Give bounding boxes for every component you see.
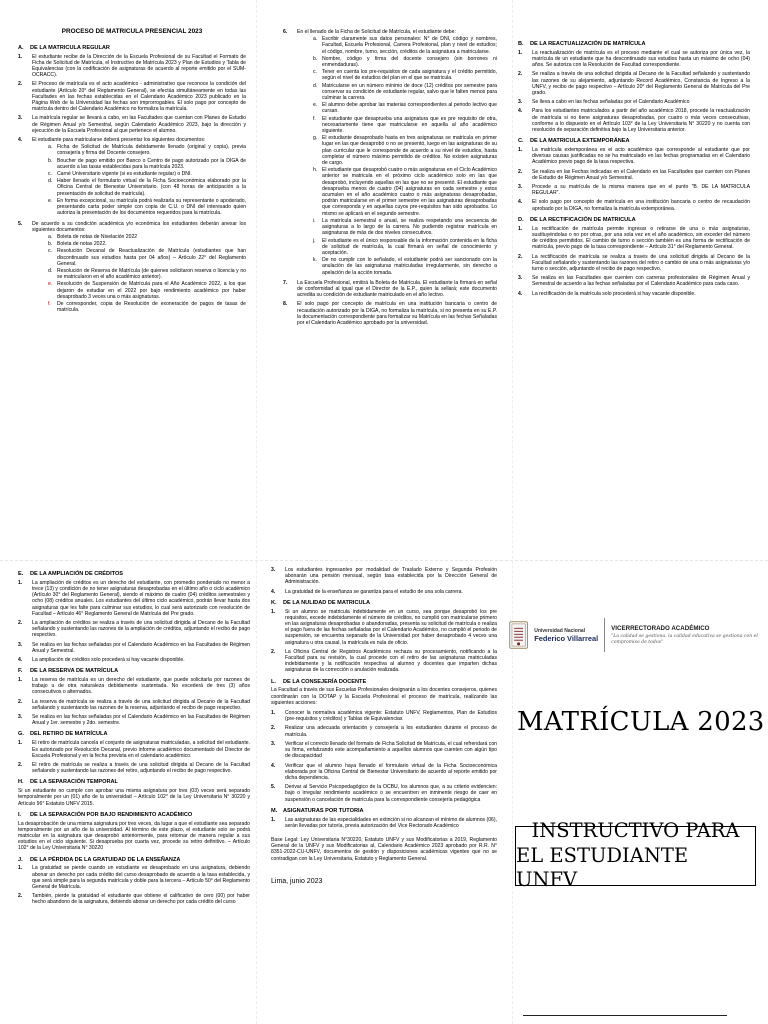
section-heading: M. ASIGNATURAS POR TUTORIA bbox=[271, 807, 364, 814]
item-number: 2. bbox=[18, 620, 23, 627]
sub-item-text: Tener en cuenta los pre-requisitos de cada asignatura y el crédito permitido, según el nivel de estudios del plan en el que se matricula. bbox=[322, 69, 497, 82]
header-logos bbox=[509, 612, 759, 658]
item-text: La ampliación de créditos solo procederá si hay vacante disponible. bbox=[32, 657, 185, 664]
sub-item-text: Carné Universitario vigente (si es estudiante regular) o DNI. bbox=[57, 171, 192, 178]
item-text: Se realiza en las Facultades que cuenten con carreras profesionales de Régimen Anual y Semestral de acuerdo a las fechas señaladas por el Calendario Académico para cada caso. bbox=[532, 275, 750, 288]
item-number: 6. bbox=[283, 29, 288, 35]
list-item bbox=[518, 254, 750, 273]
list-item bbox=[271, 649, 497, 674]
item-text: Se realiza en las Fechas indicadas en el Calendario en las Facultades que cuenten con Planes de Estudio de Régimen Anual y/o Semestral. bbox=[532, 168, 750, 181]
sub-item-text: De no cumplir con lo señalado, el estudiante podrá ser sancionado con la anulación de las asignaturas matriculadas irregularmente, sin derecho a apelación de la acción tomada. bbox=[322, 257, 497, 276]
panel-ampliacion bbox=[18, 566, 250, 1022]
list-item bbox=[18, 714, 250, 726]
university-name: Federico Villarreal bbox=[534, 633, 599, 643]
item-number: 3. bbox=[18, 641, 23, 648]
item-number: 1. bbox=[271, 608, 276, 615]
sub-item-text: Nombre, código y firma del docente consejero (sin borrones ni enmendaduras). bbox=[322, 55, 497, 69]
sub-item-text: El estudiante que desaprobó cuatro o más asignaturas en el Ciclo Académico anterior se matricula en el próximo ciclo académico solo en las que desaprobó, incluyendo aquellas en las que no se presentó. El estudiante que desaprueba menos de cuatro (04) asignaturas en cada semestre y estos acumulen en el año académico cuatro o más asignaturas desaprobadas, podrán matricularse en el primer semestre en las asignaturas desaprobadas que corresponda y en aquellas cuyos pre-requisitos han sido aprobados. Lo mismo se aplicará en el segundo semestre. bbox=[322, 167, 497, 217]
section-heading: G. DEL RETIRO DE MATRÍCULA bbox=[18, 731, 108, 738]
sub-item bbox=[48, 178, 246, 197]
item-number: 3. bbox=[518, 99, 523, 106]
item-text: La ampliación de créditos es un derecho del estudiante, con promedio ponderado no menor a trece (13) y condición de no tener asignaturas desaprobadas en el último año o ciclo académico (Artículo 30° del Reglamento General), siendo el máximo de cuatro (04) créditos semestrales y ocho (08) créditos anuales. Los estudiantes del último ciclo académico, podrán llevar hasta dos asignaturas que les falte para culminar sus estudios, lo cual será autorizado con resolución de Facultad – Artículo 46° Reglamento General de Matrícula del Pre grado. bbox=[32, 579, 250, 617]
list-item bbox=[18, 865, 250, 890]
item-number: 2. bbox=[518, 253, 523, 260]
sub-item-text: Haber llenado el formulario virtual de la Ficha Socioeconómica elaborado por la Oficina Central de Bienestar Universitario. (con 48 horas de anticipación a la presentación de solicitud de matrícula). bbox=[57, 178, 246, 197]
sub-item-letter: f. bbox=[313, 115, 316, 122]
sub-item-letter: b. bbox=[313, 55, 318, 62]
item-text: Conocer la normativa académica vigente: Estatuto UNFV, Reglamentos, Plan de Estudios (pre-requisitos y créditos) y Tablas de Equivalencias bbox=[285, 710, 497, 723]
university-crest-icon bbox=[509, 616, 528, 654]
sub-item-letter: h. bbox=[313, 167, 318, 174]
section-heading: B. DE LA REACTUALIZACIÓN DE MATRÍCULA bbox=[518, 41, 646, 47]
sub-item-text: Ficha de Solicitud de Matrícula debidamente llenado (original y copia), previa consejería y firma del Docente consejero. bbox=[57, 144, 246, 157]
item-number: 5. bbox=[18, 220, 23, 227]
sub-item bbox=[313, 218, 497, 237]
sub-item-letter: a. bbox=[48, 144, 53, 151]
section-items bbox=[518, 147, 750, 212]
list-item bbox=[518, 226, 750, 251]
section-items bbox=[283, 29, 497, 326]
list-item bbox=[18, 81, 246, 112]
item-number: 4. bbox=[271, 588, 276, 595]
section-heading: L. DE LA CONSEJERÍA DOCENTE bbox=[271, 678, 367, 685]
list-item bbox=[18, 699, 250, 711]
item-text: El solo pago por concepto de matrícula en una institución bancaria o centro de recaudación aprobado por la DIGA, no formaliza la matrícula extemporánea. bbox=[532, 199, 750, 212]
list-item bbox=[271, 817, 497, 829]
list-item bbox=[518, 50, 750, 69]
list-item bbox=[18, 54, 246, 79]
sub-item bbox=[48, 281, 246, 300]
sub-item-text: Boleta de notas de Nivelación 2022 bbox=[57, 233, 138, 240]
item-number: 3. bbox=[518, 184, 523, 191]
list-item bbox=[18, 115, 246, 134]
item-number: 2. bbox=[18, 761, 23, 768]
sub-item bbox=[313, 116, 497, 135]
sub-item-text: Boucher de pago emitido por Banco o Centro de pago autorizado por la DIGA de acuerdo a las tasas establecidas para la matrícula 2023. bbox=[57, 157, 246, 170]
section-heading: I. DE LA SEPARACIÓN POR BAJO RENDIMIENTO ACADÉMICO bbox=[18, 811, 193, 818]
section-heading: C. DE LA MATRICULA EXTEMPORÁNEA bbox=[518, 138, 630, 145]
sub-item-letter: c. bbox=[48, 171, 52, 178]
item-number: 4. bbox=[518, 290, 523, 297]
section-paragraph: La Facultad a través de sus Escuelas Profesionales designarán a los docentes consejeros, quienes coordinarán con la DOTAP y la Escuela Profesional el proceso de matrícula, realizando las siguientes acciones: bbox=[271, 687, 497, 706]
sub-item-text: Matricularse en un número mínimo de doce (12) créditos por semestre para conservar su condición de estudiante regular, salvo que le falten menos para culminar la carrera. bbox=[322, 82, 497, 102]
item-text: En el llenado de la Ficha de Solicitud de Matrícula, el estudiante debe: a. Escribir claramente sus datos personales: N° de DNI, código y nombres, Facultad, Escuela Profesional, Carrera Profesional, plan y nivel de estudios; el código, nombre, turno, sección, créditos de la asignatura a matricularse. b. Nombre, código y firma del docente consejero (sin borrones ni enmendaduras). c. Tener en cuenta los pre-requisitos de cada asignatura y el crédito permitido, según el nivel de estudios del plan en el que se matricula. d. Matricularse en un número mínimo de doce (12) créditos por semestre para conservar su condición de estudiante regular, salvo que le falten menos para culminar la carrera. e. El alumno debe aprobar las materias correspondientes al periodo lectivo que cursan. f. El estudiante que desaprueba una asignatura que es pre requisito de otra, necesariamente tiene que matricularse en aquella al año académico siguiente. g. El estudiante desaprobado hasta en tres asignaturas se matricula en primer lugar en las que desaprobó o no se presentó, luego en las asignaturas de su plan curricular que le corresponde de acuerdo a su nivel de estudios, hasta completar el número máximo permitido de créditos. No existen asignaturas de cargo. h. El estudiante que desaprobó cuatro o más asignaturas en el Ciclo Académico anterior se matricula en el próximo ciclo académico solo en las que desaprobó, incluyendo aquellas en las que no se presentó. El estudiante que desaprueba menos de cuatro (04) asignaturas en cada semestre y estos acumulen en el año académico cuatro o más asignaturas desaprobadas, podrán matricularse en el primer semestre en las asignaturas desaprobadas que corresponda y en aquellas cuyos pre-requisitos han sido aprobados. Lo mismo se aplicará en el segundo semestre. i. La matrícula semestral o anual, se realiza respetando una secuencia de asignaturas a lo largo de la carrera. No pudiendo registrar matrícula en asignaturas de más de dos niveles consecutivos. j. El estudiante es el único responsable de la información contenida en la ficha de solicitud de matrícula, la cual firmará en señal de conocimiento y aceptación. k. De no cumplir con lo señalado, el estudiante podrá ser sancionado con la anulación de las asignaturas matriculadas irregularmente, sin derecho a apelación de la acción tomada. bbox=[297, 29, 497, 276]
section-items bbox=[18, 740, 250, 774]
sub-item-text: Resolución Decanal de Reactualización de Matrícula (estudiantes que han discontinuado sus estudios hasta por 04 años) – Artículo 22° del Reglamento General. bbox=[57, 248, 246, 267]
item-text: Verificar que el alumno haya llenado el formulario virtual de la Ficha Socioeconómica elaborada por la Oficina Central de Bienestar Universitario de acuerdo al reporte emitido por dicha dependencia. bbox=[285, 762, 497, 781]
item-text: Realizar una adecuada orientación y consejería a los estudiantes durante el proceso de matrícula. bbox=[285, 725, 497, 738]
item-number: 1. bbox=[18, 677, 23, 684]
item-text: La reserva de matrícula se realiza a través de una solicitud dirigida al Decano de la Facultad señalando y sustentando las razones de la reserva, adjuntando el recibo de pago respectivo. bbox=[32, 698, 250, 711]
sub-item-text: Resolución de Reserva de Matrícula (de quienes solicitaron reserva o licencia y no se matricularon en el año académico anterior). bbox=[57, 267, 246, 281]
list-item bbox=[518, 184, 750, 196]
section-heading: J. DE LA PÉRDIDA DE LA GRATUIDAD DE LA ENSEÑANZA bbox=[18, 856, 181, 863]
section-items bbox=[18, 865, 250, 905]
section-items bbox=[271, 567, 497, 595]
sub-item bbox=[48, 248, 246, 267]
section-items bbox=[18, 677, 250, 726]
section-paragraph: La desaprobación de una misma asignatura por tres veces, da lugar a que el estudiante sea separado temporalmente por un año de la universidad. Al término de este plazo, el estudiante solo se podrá matricular en la asignatura que desaprobó anteriormente, para retornar de manera regular a sus estudios en el ciclo siguiente. Si desaprueba por cuarta vez, procede su retiro definitivo. – Artículo 102° de la Ley Universitaria N° 30220 bbox=[18, 820, 250, 852]
sub-item-letter: d. bbox=[48, 267, 53, 274]
section-items bbox=[271, 609, 497, 674]
sub-item-letter: e. bbox=[48, 197, 53, 204]
fold-line bbox=[0, 560, 768, 561]
sub-item bbox=[313, 167, 497, 217]
item-text: La ampliación de créditos se realiza a través de una solicitud dirigida al Decano de la Facultad señalando y sustentando las razones de la ampliación de créditos, adjuntando el recibo de pago respectivo. bbox=[32, 620, 250, 639]
item-text: De acuerdo a su condición académica y/o económica los estudiantes deberán anexar los siguientes documentos: a. Boleta de notas de Nivelación 2022 b. Boleta de notas 2022. c. Resolución Decanal de Reactualización de Matrícula (estudiantes que han discontinuado sus estudios hasta por 04 años) – Artículo 22° del Reglamento General. d. Resolución de Reserva de Matrícula (de quienes solicitaron reserva o licencia y no se matricularon en el año académico anterior). e. Resolución de Suspensión de Matrícula para el Año Académico 2022, a los que dejaron de estudiar en el 2022 por bajo rendimiento académico por haber desaprobado 3 veces una o más asignaturas. f. De corresponder, copia de Resolución de exoneración de pagos de tasas de matrícula. bbox=[32, 220, 246, 314]
list-item bbox=[518, 291, 750, 297]
sub-item-letter: b. bbox=[48, 157, 53, 164]
item-text: La rectificación de la matrícula solo procederá si hay vacante disponible. bbox=[532, 290, 696, 297]
item-number: 1. bbox=[518, 49, 523, 56]
list-item bbox=[18, 221, 246, 315]
sub-item-text: El estudiante es el único responsable de la información contenida en la ficha de solicitud de matrícula, la cual firmará en señal de conocimiento y aceptación. bbox=[322, 237, 497, 256]
item-text: La matrícula extemporánea es el acto académico que corresponde al estudiante que por diversas causas justificadas no se ha matriculado en las fechas programadas en el Calendario Académico previo pago de la tasa respectiva. bbox=[532, 147, 750, 166]
list-item bbox=[18, 137, 246, 217]
sub-item bbox=[313, 56, 497, 68]
item-text: La matrícula regular se llevará a cabo, en las Facultades que cuentan con Planes de Estudio de Régimen Anual y/o Semestral, según Calendario Académico 2023, bajo la dirección y ejecución de la Escuela Profesional al que pertenece el alumno. bbox=[32, 115, 246, 134]
item-text: El estudiante para matricularse deberá presentar los siguientes documentos: a. Ficha de Solicitud de Matrícula debidamente llenado (original y copia), previa consejería y firma del Docente consejero. b. Boucher de pago emitido por Banco o Centro de pago autorizado por la DIGA de acuerdo a las tasas establecidas para la matrícula 2023. c. Carné Universitario vigente (si es estudiante regular) o DNI. d. Haber llenado el formulario virtual de la Ficha Socioeconómica elaborado por la Oficina Central de Bienestar Universitario. (con 48 horas de anticipación a la presentación de solicitud de matrícula). e. En forma excepcional, su matrícula podrá realizarla su representante o apoderado, presentando carta poder simple con copia de C.U. o DNI del interesado quien autoriza la presentación de los documentos requeridos para la matrícula. bbox=[32, 137, 246, 217]
item-number: 4. bbox=[271, 762, 276, 769]
item-text: Se lleva a cabo en las fechas señaladas por el Calendario Académico bbox=[532, 99, 690, 106]
item-text: Derivar al Servicio Psicopedagógico de la OCBU, los alumnos que, a su criterio evidencien: bajo o irregular rendimiento académico o se encuentren en inminente riesgo de caer en suspensión o cancelación de matrícula para la correspondiente consejería pedagógica bbox=[285, 784, 497, 803]
list-item bbox=[18, 762, 250, 774]
item-text: Procede a su matrícula de la misma manera que en el punto "B. DE LA MATRICULA REGULAR". bbox=[532, 184, 750, 197]
vicerrectorado-block bbox=[605, 618, 759, 652]
list-item bbox=[271, 725, 497, 737]
item-number: 8. bbox=[283, 301, 288, 308]
sub-item-letter: j. bbox=[313, 237, 316, 244]
item-text: Los estudiantes ingresantes por modalidad de Traslado Externo y Segunda Profesión abonarán una pensión mensual, según tasa establecida por la Dirección General de Administración. bbox=[285, 567, 497, 586]
column-divider bbox=[256, 0, 257, 1024]
sub-item-letter: i. bbox=[313, 217, 316, 224]
sub-item bbox=[48, 234, 246, 240]
sub-item bbox=[48, 171, 246, 177]
list-item bbox=[18, 620, 250, 639]
section-items bbox=[518, 226, 750, 297]
sub-item bbox=[313, 238, 497, 257]
item-number: 2. bbox=[271, 648, 276, 655]
sub-item-letter: g. bbox=[313, 135, 318, 142]
list-item bbox=[271, 609, 497, 646]
sub-item bbox=[313, 102, 497, 114]
sub-item bbox=[48, 144, 246, 156]
sub-item-letter: c. bbox=[48, 248, 52, 255]
panel-ficha-solicitud bbox=[283, 28, 497, 554]
item-text: El Proceso de matrícula es el acto académico - administrativo que reconoce la condición del estudiante (Artículo 20° del Reglamento General), se efectúa simultáneamente en todas las Facultades en las fechas establecidas en el Calendario Académico 2023 publicado en la Página Web de la Universidad las fechas son improrrogables. El solo pago por concepto de matrícula dentro del Calendario Académico no formaliza la matrícula. bbox=[32, 81, 246, 113]
sub-item-text: Escribir claramente sus datos personales: N° de DNI, código y nombres, Facultad, Escuela Profesional, Carrera Profesional, plan y nivel de estudios; el código, nombre, turno, sección, créditos de la asignatura a matricularse. bbox=[322, 36, 497, 55]
sub-item-text: La matrícula semestral o anual, se realiza respetando una secuencia de asignaturas a lo largo de la carrera. No pudiendo registrar matrícula en asignaturas de más de dos niveles consecutivos. bbox=[322, 217, 497, 237]
item-number: 4. bbox=[518, 199, 523, 206]
sub-item-letter: b. bbox=[48, 241, 53, 248]
item-text: La rectificación de matrícula se realiza a través de una solicitud dirigida al Decano de la Facultad señalando y sustentando las razones del retiro o cambio de una o más asignaturas y/o turno o sección, adjuntando el recibo de pago respectivo. bbox=[532, 253, 750, 272]
item-text: Las asignaturas de las especialidades en extinción si no alcanzan el mínimo de alumnos (06), serán llevadas por tutoría, previa autorización del Vice Rectorado Académico bbox=[285, 816, 497, 829]
panel-title: PROCESO DE MATRICULA PRESENCIAL 2023 bbox=[61, 28, 203, 35]
item-number: 7. bbox=[283, 279, 288, 286]
list-item bbox=[271, 567, 497, 586]
sub-item-text: Boleta de notas 2022. bbox=[57, 241, 107, 248]
item-number: 3. bbox=[271, 567, 276, 573]
item-text: Se realiza a través de una solicitud dirigida al Decano de la Facultad señalando y sustentando las razones de su alejamiento, adjuntando Record Académico, Constancia de Ingreso a la UNFV, y recibo de pago respectivo – Artículo 20° del Reglamento General de Matrícula del Pre grado. bbox=[532, 71, 750, 97]
sub-item-letter: a. bbox=[313, 36, 318, 43]
item-text: Se realiza en las fechas señaladas por el Calendario Académico en las Facultades de Régimen Anual y Semestral. bbox=[32, 641, 250, 654]
list-item bbox=[18, 642, 250, 654]
sub-item bbox=[313, 83, 497, 102]
list-item bbox=[271, 763, 497, 782]
sub-item-letter: d. bbox=[48, 178, 53, 185]
sub-item-text: De corresponder, copia de Resolución de exoneración de pagos de tasas de matrícula. bbox=[57, 300, 246, 314]
list-item bbox=[18, 580, 250, 617]
item-text: El solo pago por concepto de matrícula en una institución bancaria o centro de recaudación autorizado por la DIGA, no formaliza la matrícula, si no presenta en su E.P. la documentación correspondiente para formalizar su Matrícula en las fechas Señaladas por el Calendario Académico aprobado por la universidad. bbox=[297, 301, 497, 326]
item-text: La Escuela Profesional, emitirá la Boleta de Matrícula. El estudiante la firmará en señal de conformidad al igual que el Director de la E.P., quien la sellará; este documento acredita su condición de estudiante matriculado en el año lectivo. bbox=[297, 279, 497, 299]
sub-item-letter: k. bbox=[313, 257, 317, 264]
panel-reactualizacion bbox=[518, 36, 750, 556]
section-heading: A. DE LA MATRICULA REGULAR bbox=[18, 44, 110, 51]
item-number: 4. bbox=[18, 137, 23, 144]
section-paragraph: Si un estudiante no cumple con aprobar una misma asignatura por tres (03) veces será separado temporalmente por un (01) año de la universidad – Artículo 102° de la Ley Universitaria N° 30220 y Artículo 96° Estatuto UNFV 2015. bbox=[18, 788, 250, 807]
sub-item bbox=[48, 198, 246, 217]
sub-item bbox=[48, 158, 246, 170]
sub-item bbox=[313, 69, 497, 81]
list-item bbox=[271, 589, 497, 595]
section-heading: K. DE LA NULIDAD DE MATRICULA bbox=[271, 599, 371, 606]
sub-item-letter: a. bbox=[48, 233, 53, 240]
sub-item-text: Resolución de Suspensión de Matrícula para el Año Académico 2022, a los que dejaron de estudiar en el 2022 por bajo rendimiento académico por haber desaprobado 3 veces una o más asignaturas. bbox=[57, 281, 246, 300]
place-date: Lima, junio 2023 bbox=[271, 877, 323, 885]
list-item bbox=[18, 893, 250, 905]
item-number: 1. bbox=[18, 579, 23, 586]
university-label: Universidad Nacional bbox=[534, 627, 586, 634]
cover-subtitle-box bbox=[515, 818, 756, 892]
list-item bbox=[518, 71, 750, 96]
university-name-block bbox=[534, 618, 605, 652]
item-number: 3. bbox=[18, 714, 23, 721]
section-heading: F. DE LA RESERVA DE MATRÍCULA bbox=[18, 668, 119, 675]
panel-nulidad bbox=[271, 566, 497, 1022]
cover-title: MATRÍCULA 2023 bbox=[517, 707, 765, 737]
item-number: 1. bbox=[18, 53, 23, 60]
item-number: 3. bbox=[518, 275, 523, 282]
list-item bbox=[518, 147, 750, 166]
item-text: El retiro de matrícula cancela el conjunto de asignaturas matriculadas, a solicitud del estudiante. Es autorizado por Resolución Decanal, previo informe académico documentado del Director de Escuela Profesional y en la fecha prevista en el calendario académico. bbox=[32, 740, 250, 759]
item-text: Para los estudiantes matriculados a partir del año académico 2018, procede la reactualización de matrícula si no tiene asignaturas desaprobadas, por cuatro o más veces consecutivas, conforme a lo dispuesto en el Artículo 103° de la Ley Universitaria N° 30220 y no cuenta con resolución de separación definitiva bajo la Ley Universitaria anterior. bbox=[532, 108, 750, 134]
list-item bbox=[518, 275, 750, 287]
sub-item bbox=[48, 301, 246, 313]
sub-item-letter: e. bbox=[48, 281, 53, 288]
section-items bbox=[271, 710, 497, 803]
sub-item-letter: f. bbox=[48, 300, 51, 307]
item-text: También, pierde la gratuidad el estudiante que obtiene el calificativo de cero (00) por haber hecho abandono de la asignatura, debiendo abonar un derecho por cada crédito del curso bbox=[32, 893, 250, 906]
sub-item-text: En forma excepcional, su matrícula podrá realizarla su representante o apoderado, presentando carta poder simple con copia de C.U. o DNI del interesado quien autoriza la presentación de los documentos requeridos para la matrícula. bbox=[57, 197, 246, 217]
section-heading: D. DE LA RECTIFICACIÓN DE MATRICULA bbox=[518, 216, 636, 223]
list-item bbox=[518, 199, 750, 211]
panel-matricula-regular bbox=[18, 28, 246, 554]
item-text: El estudiante recibe de la Dirección de la Escuela Profesional de su Facultad el Formato de Ficha de Solicitud de Matrícula, el Instructivo de Matrícula 2023 y Plan de Estudios y Tabla de Equivalencias (con la codificación de asignaturas de acuerdo al reporte emitido por el SUM-OCRACC). bbox=[32, 53, 246, 79]
list-item bbox=[518, 108, 750, 133]
sub-item bbox=[313, 36, 497, 55]
item-number: 1. bbox=[518, 147, 523, 154]
item-text: Verificar el correcto llenado del formato de Ficha Solicitud de Matrícula, el cual refrendará con su firma, enfatizando este acompañamiento a aquellos alumnos que cuenten con algún tipo de discapacidad bbox=[285, 740, 497, 760]
cover-subtitle-line: INSTRUCTIVO PARA bbox=[531, 818, 740, 842]
item-text: La gratuidad de la enseñanza se garantiza para el estudio de una sola carrera. bbox=[285, 588, 463, 595]
cover-bottom-rule bbox=[523, 1015, 727, 1016]
item-text: Se realiza en las fechas señaladas por el Calendario Académico en las Facultades de Régimen Anual y 1er. semestre y 2do. semestre. bbox=[32, 714, 250, 727]
list-item bbox=[283, 29, 497, 277]
sub-item bbox=[313, 135, 497, 166]
item-text: La rectificación de matrícula permite ingresar o retirarse de una o más asignaturas, sustituyéndolas o no por otras, por una sola vez en el año académico, sin exceder del número de créditos permitidos. El cambio de turno o sección también es una forma de rectificación de matrícula, previo pago de la tasa correspondiente – Artículo 31° del Reglamento General. bbox=[532, 225, 750, 251]
vicerrectorado-title: VICERRECTORADO ACADÉMICO bbox=[611, 625, 710, 632]
section-heading: H. DE LA SEPARACIÓN TEMPORAL bbox=[18, 779, 118, 786]
item-number: 2. bbox=[271, 725, 276, 732]
list-item bbox=[283, 280, 497, 299]
item-text: La reactualización de matrícula es el proceso mediante el cual se autoriza por única vez, la matrícula de un estudiante que ha descontinuado sus estudios hasta un máximo de ocho (04) años. Se autoriza con la Resolución de Facultad correspondiente. bbox=[532, 49, 750, 69]
item-number: 2. bbox=[18, 698, 23, 705]
item-number: 5. bbox=[271, 784, 276, 791]
list-item bbox=[18, 740, 250, 759]
sub-item-letter: d. bbox=[313, 82, 318, 89]
item-number: 2. bbox=[518, 168, 523, 175]
sub-item-text: El estudiante que desaprueba una asignatura que es pre requisito de otra, necesariamente tiene que matricularse en aquella al año académico siguiente. bbox=[322, 115, 497, 135]
section-items bbox=[18, 580, 250, 663]
list-item bbox=[518, 169, 750, 181]
item-number: 2. bbox=[18, 893, 23, 900]
sub-item bbox=[313, 257, 497, 276]
base-legal: Base Legal: Ley Universitaria N°30220, Estatuto UNFV y sus Modificatorias a 2019, Reglamento General de la UNFV y sus Modificatorias al, Calendario Académico 2023 aprobado por R.R. N° 8351-2022-CU-UNFV, documentos de gestión y disposiciones académicas vigentes que no se contradigan con la Ley Universitaria, Estatuto y Reglamento General. bbox=[271, 836, 497, 862]
item-number: 1. bbox=[518, 225, 523, 232]
list-item bbox=[18, 657, 250, 663]
item-number: 1. bbox=[18, 865, 23, 872]
list-item bbox=[271, 741, 497, 760]
item-text: La gratuidad se pierde cuando un estudiante es desaprobado en una asignatura, debiendo abonar un derecho por cada crédito del curso desaprobado de acuerdo a la tasa establecida, y que será simple para la segunda matrícula y doble para la tercera – Artículo 50° del Reglamento General de Matrícula. bbox=[32, 865, 250, 890]
item-number: 4. bbox=[518, 108, 523, 115]
section-items bbox=[18, 54, 246, 315]
list-item bbox=[271, 710, 497, 722]
column-divider bbox=[512, 0, 513, 1024]
sub-item-text: El estudiante desaprobado hasta en tres asignaturas se matricula en primer lugar en las que desaprobó o no se presentó, luego en las asignaturas de su plan curricular que le corresponde de acuerdo a su nivel de estudios, hasta completar el número máximo permitido de créditos. No existen asignaturas de cargo. bbox=[322, 135, 497, 167]
sub-item bbox=[48, 268, 246, 280]
list-item bbox=[18, 677, 250, 696]
item-text: La Oficina Central de Registros Académicos rechaza su procesamiento, notificando a la Facultad para su revisión, la cual procede con el retiro de las asignaturas matriculadas indebidamente y la notificación respectiva al alumno y docentes que imparten dichas asignaturas de la corrección o anulación realizada. bbox=[285, 648, 497, 674]
list-item bbox=[271, 784, 497, 803]
section-items bbox=[271, 817, 497, 829]
item-number: 1. bbox=[18, 740, 23, 747]
item-number: 1. bbox=[271, 816, 276, 823]
list-item bbox=[283, 301, 497, 326]
item-number: 3. bbox=[271, 740, 276, 747]
item-number: 3. bbox=[18, 115, 23, 122]
item-text: Si un alumno se matricula indebidamente en un curso, sea porque desaprobó los pre requisitos, excede indebidamente el número de créditos, no cumplió con matricularse primero en las asignaturas desaprobadas o abandonadas, presenta su solicitud de matrícula o realiza el pago fuera de las fechas señaladas por el Calendario Académico, no cumplió el periodo de suspensión, se encuentra separado de la Universidad por haber desaprobado 4 veces una asignatura u otra causal, la matrícula es nula de oficio. bbox=[285, 608, 497, 646]
section-items bbox=[518, 50, 750, 133]
section-heading: E. DE LA AMPLIACIÓN DE CRÉDITOS bbox=[18, 571, 124, 577]
item-number: 2. bbox=[518, 71, 523, 78]
list-item bbox=[518, 99, 750, 105]
item-number: 1. bbox=[271, 710, 276, 717]
item-text: La reserva de matrícula es un derecho del estudiante, que puede solicitarla por razones de trabajo u de otra naturaleza debidamente sustentada. No excederá de tres (3) años consecutivos o alternados. bbox=[32, 677, 250, 696]
cover-subtitle-line: EL ESTUDIANTE UNFV bbox=[516, 843, 689, 892]
sub-item-letter: c. bbox=[313, 69, 317, 76]
item-number: 4. bbox=[18, 657, 23, 664]
item-text: El retiro de matrícula se realiza a través de una solicitud dirigida al Decano de la Facultad señalando y sustentando las razones del retiro, adjuntando el recibo de pago respectivo. bbox=[32, 761, 250, 775]
sub-item-text: El alumno debe aprobar las materias correspondientes al periodo lectivo que cursan. bbox=[322, 102, 497, 115]
vicerrectorado-motto: "La calidad se gestiona, la calidad educativa se gestiona con el compromiso de todos" bbox=[611, 634, 758, 645]
item-number: 2. bbox=[18, 81, 23, 88]
sub-item bbox=[48, 241, 246, 247]
sub-item-letter: e. bbox=[313, 102, 318, 109]
